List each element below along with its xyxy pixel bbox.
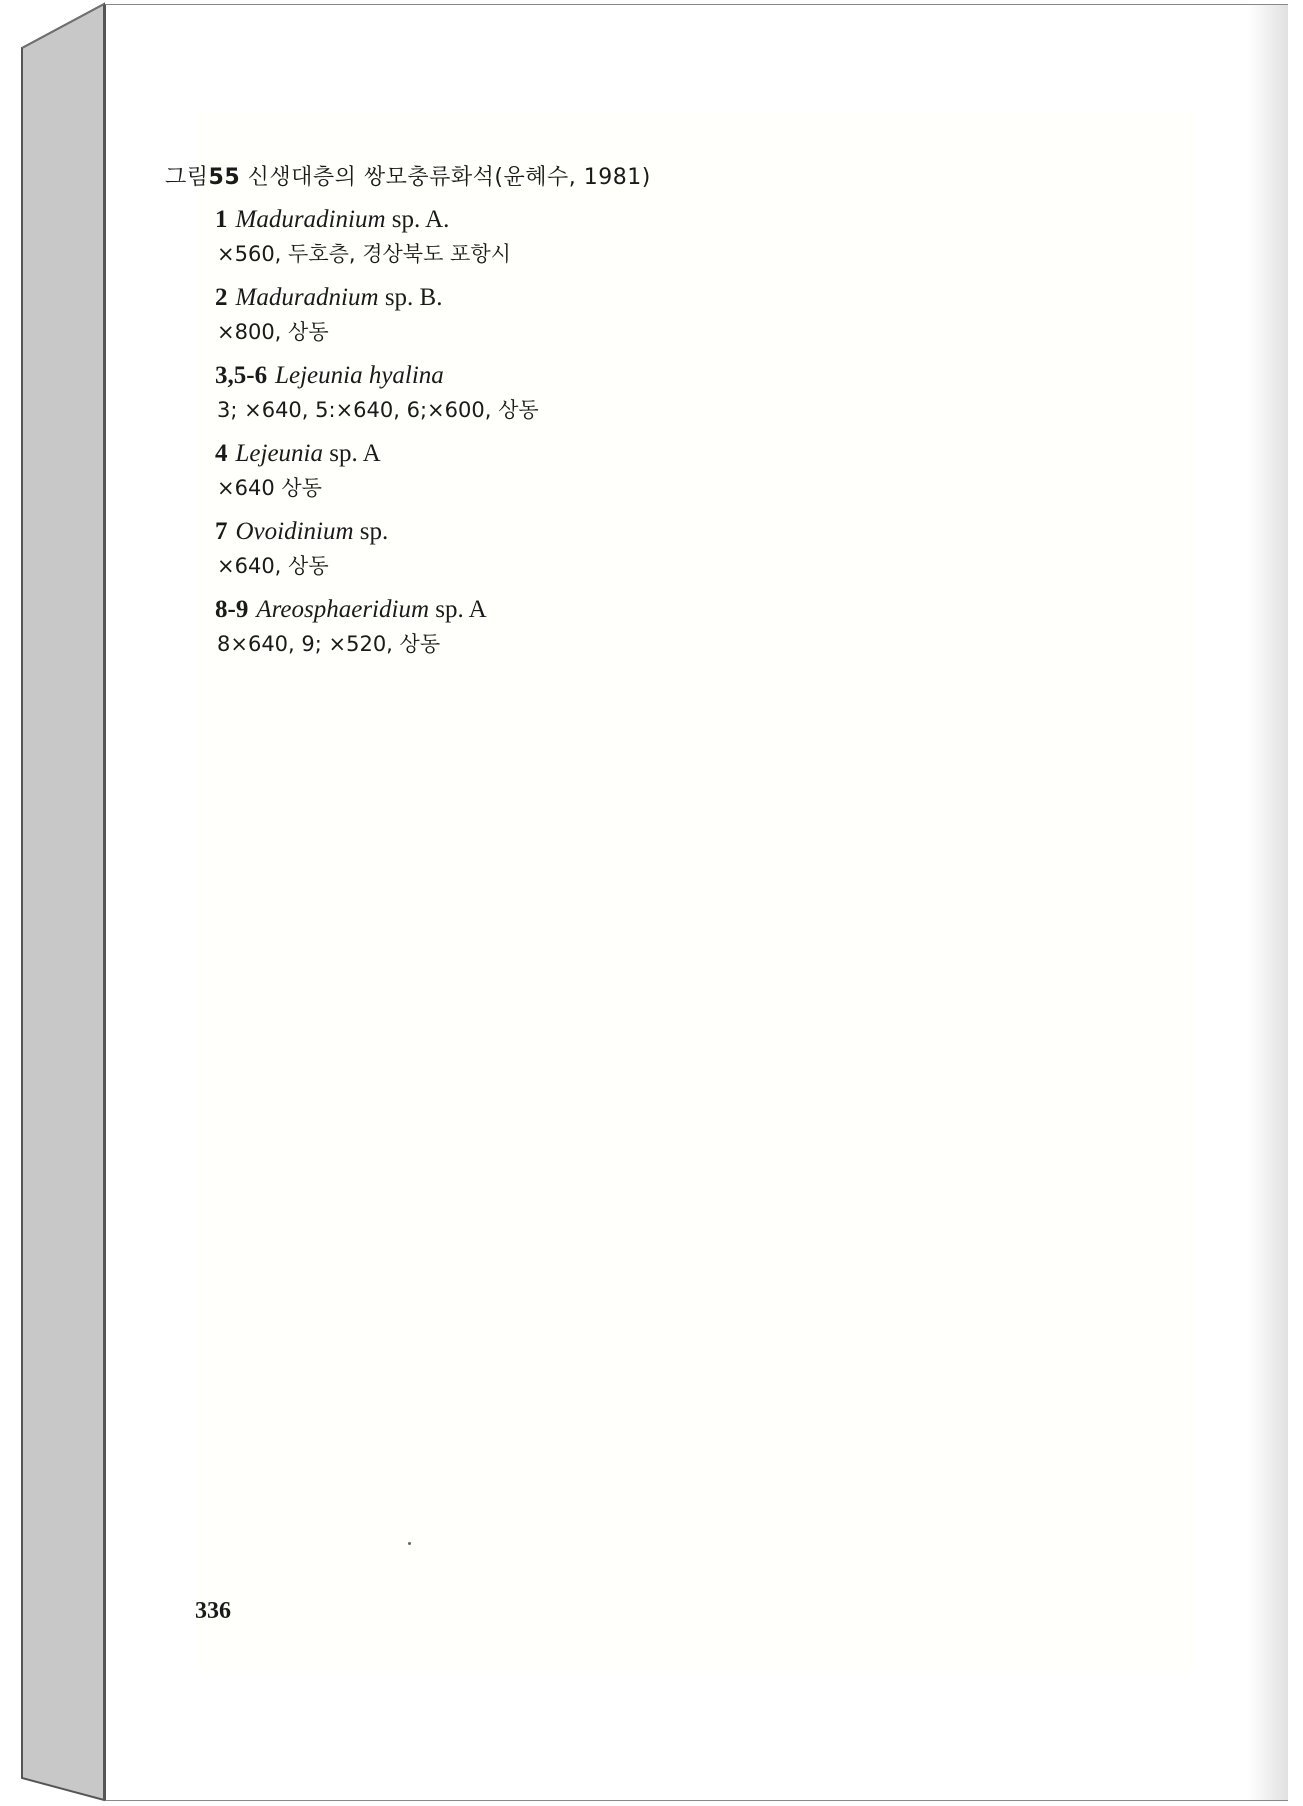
paper-speck [408, 1542, 411, 1545]
entry-taxon: Lejeunia [235, 440, 323, 467]
entry-detail: ×560, 두호층, 경상북도 포항시 [217, 242, 511, 266]
entry-taxon: Lejeunia hyalina [275, 362, 444, 389]
entry-suffix: sp. B. [384, 284, 443, 311]
entry-detail: 3; ×640, 5:×640, 6;×600, 상동 [217, 398, 539, 422]
caption-entry [215, 437, 651, 505]
caption-entry [215, 203, 651, 271]
entry-index: 4 [215, 440, 228, 467]
entry-taxon: Maduradinium [235, 206, 386, 233]
caption-entry [215, 281, 651, 349]
entry-detail: 8×640, 9; ×520, 상동 [217, 632, 441, 656]
entry-taxon: Ovoidinium [235, 518, 354, 545]
page-edge-shadow [1248, 5, 1288, 1800]
entry-taxon: Maduradnium [235, 284, 379, 311]
caption-title [165, 160, 651, 191]
entry-suffix: sp. A [329, 440, 381, 467]
figure-caption [165, 160, 651, 671]
caption-entry [215, 359, 651, 427]
caption-text: 신생대층의 쌍모충류화석(윤혜수, 1981) [247, 165, 651, 190]
caption-entries [215, 203, 651, 661]
entry-suffix: sp. A. [391, 206, 450, 233]
entry-detail: ×640, 상동 [217, 554, 329, 578]
entry-detail: ×800, 상동 [217, 320, 329, 344]
entry-index: 3,5-6 [215, 362, 268, 389]
page-number: 336 [195, 1598, 231, 1624]
entry-detail: ×640 상동 [217, 476, 322, 500]
entry-suffix: sp. [359, 518, 389, 545]
entry-index: 8-9 [215, 596, 249, 623]
entry-taxon: Areosphaeridium [256, 596, 429, 623]
entry-index: 1 [215, 206, 228, 233]
entry-index: 2 [215, 284, 228, 311]
entry-index: 7 [215, 518, 228, 545]
entry-suffix: sp. A [435, 596, 487, 623]
caption-prefix: 그림 [165, 165, 209, 190]
caption-entry [215, 593, 651, 661]
caption-number: 55 [208, 165, 241, 190]
caption-entry [215, 515, 651, 583]
